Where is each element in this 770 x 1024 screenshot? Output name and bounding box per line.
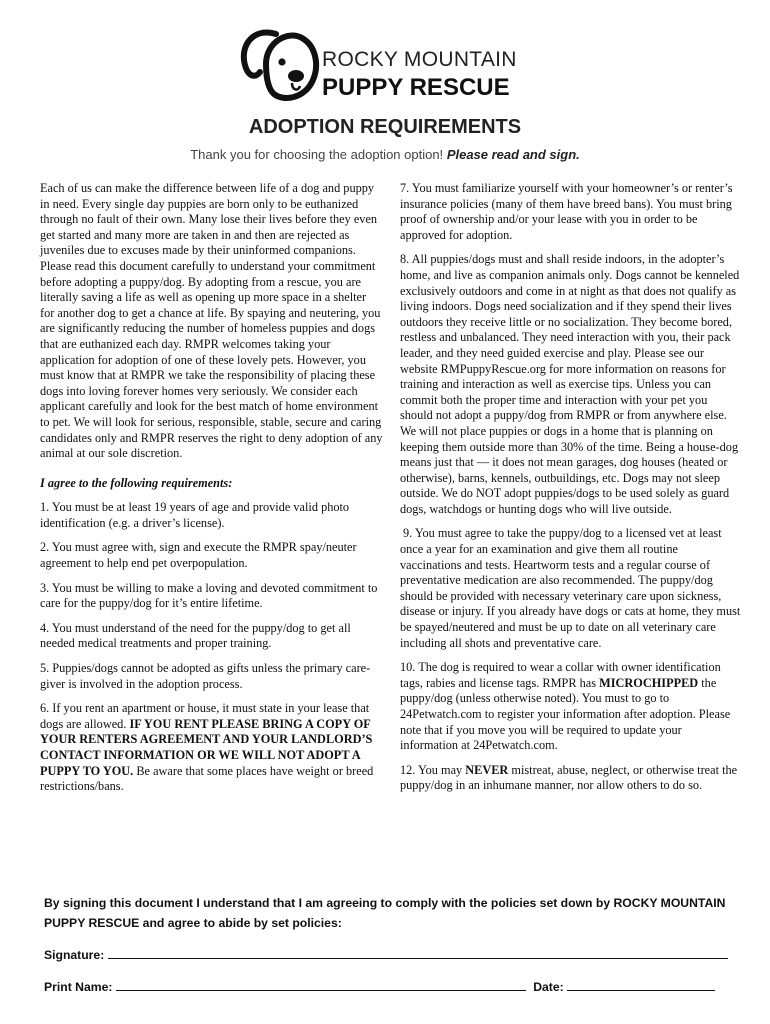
requirement-10-rest: the puppy/dog (unless otherwise noted). You must to go to 24Petwatch.com to register your information after adoption. Please note that if you move you will be required to update your information at 24Petwatch.com. [400,675,731,753]
requirement-9: 9. You must agree to take the puppy/dog to a licensed vet at least once a year for an examination and give them all routine vaccinations and tests. Heartworm tests and a regular course of preventative medication are also recommended. The puppy/dog should be provided with necessary veterinary care upon sickness, disease or injury. If you already have dogs or cats at home, they must be spayed/neutered and must be up to date on all veterinary care including all shots and preventative care. [400,526,741,650]
agree-heading: I agree to the following requirements: [40,475,233,490]
requirement-10 [400,660,742,754]
print-name-row [44,978,734,994]
requirement-2: 2. You must agree with, sign and execute the RMPR spay/neuter agreement to help end pet overpopulation. [40,540,357,571]
date-line[interactable] [567,978,715,991]
requirement-12-rest: mistreat, abuse, neglect, or otherwise treat the puppy/dog in an inhumane manner, nor allow others to do so. [400,762,738,793]
requirement-6-text: 6. If you rent an apartment or house, it must state in your lease that dogs are allowed. [40,701,370,731]
left-column [40,181,383,804]
signature-row [44,946,734,962]
right-column [400,181,742,803]
date-label: Date: [533,980,564,994]
print-name-label: Print Name: [44,980,113,994]
requirement-12 [400,763,742,794]
requirement-1: 1. You must be at least 19 years of age and provide valid photo identification (e.g. a driver’s license). [40,500,350,530]
requirement-10-bold: MICROCHIPPED [599,675,699,690]
requirement-6-note: Be aware that some places have weight or breed restrictions/bans. [40,763,374,794]
page-subtitle [0,147,770,162]
requirement-12-bold: NEVER [465,762,509,777]
requirement-10-text: 10. The dog is required to wear a collar with owner identification tags, rabies and license tags. RMPR has [400,660,721,690]
org-name-line2: PUPPY RESCUE [322,74,510,101]
subtitle-text: Thank you for choosing the adoption option! [190,147,444,162]
requirement-6-bold: IF YOU RENT PLEASE BRING A COPY OF YOUR RENTERS AGREEMENT AND YOUR LANDLORD’S CONTACT INFORMATION OR WE WILL NOT ADOPT A PUPPY TO YOU. [40,716,373,778]
requirement-3: 3. You must be willing to make a loving and devoted commitment to care for the puppy/dog for it’s entire lifetime. [40,580,378,611]
org-name-line1: ROCKY MOUNTAIN [322,48,517,71]
signature-label: Signature: [44,948,105,962]
requirement-5: 5. Puppies/dogs cannot be adopted as gifts unless the primary care-giver is involved in the adoption process. [40,661,371,691]
requirement-7: 7. You must familiarize yourself with your homeowner’s or renter’s insurance policies (many of them have breed bans). You must bring proof of ownership and/or your lease with you in order to be approved for adoption. [400,181,733,242]
page-title: ADOPTION REQUIREMENTS [248,116,522,138]
subtitle-emphasis: Please read and sign. [446,147,580,162]
signature-line[interactable] [108,946,728,959]
print-name-line[interactable] [116,978,526,991]
signing-statement: By signing this document I understand that I am agreeing to comply with the policies set down by ROCKY MOUNTAIN PUPPY RESCUE and agree to abide by set policies: [44,896,726,930]
requirement-12-text: 12. You may [400,762,463,777]
requirement-4: 4. You must understand of the need for the puppy/dog to get all needed medical treatments and proper training. [40,620,351,651]
requirement-6 [40,701,383,795]
requirement-8: 8. All puppies/dogs must and shall reside indoors, in the adopter’s home, and live as companion animals only. Dogs cannot be kenneled exclusively outdoors and come in at night as that does not qualify as living indoors. Dogs need socialization and if they spend their lives outdoors they receive little or no socialization. They become bored, restless and unbalanced. They need interaction with you, their pack leader, and they need guided exercise and play. Please see our website RMPuppyRescue.org for more information on reasons for training and interaction as well as exercise tips. Unless you can commit both the proper time and interaction with your pet you should not adopt a puppy/dog from RMPR or from anywhere else. We will not place puppies or dogs in a home that is planning on keeping them outside more than 30% of the time. Being a house-dog means just that — it does not mean garages, dog houses (heated or otherwise), barns, kennels, outbuildings, etc. Dogs may not sleep outside. We do NOT adopt puppies/dogs to be used solely as guard dogs, watchdogs or hunting dogs who will live outside. [400,252,740,516]
intro-paragraph: Each of us can make the difference between life of a dog and puppy in need. Every single day puppies are born only to be euthanized through no fault of their own. Many lose their lives before they even get started and many more are taken in and then are rejected as juveniles due to excuses made by their uninformed companions. Please read this document carefully to understand your commitment before adopting a puppy/dog. By adopting from a rescue, you are literally saving a life as well as opening up more space in a shelter for another dog to get a chance at life. By spaying and neutering, you are significantly reducing the number of homeless puppies and dogs that are euthanized each day. RMPR welcomes taking your application for adoption of one of these lovely pets. However, you must know that at RMPR we take the responsibility of placing these dogs into loving forever homes very seriously. We consider each applicant carefully and look for the best match of home environment to pet. We will look for serious, responsible, stable, secure and caring candidates only and RMPR reserves the right to deny adoption of any animal at our sole discretion. [40,181,383,461]
